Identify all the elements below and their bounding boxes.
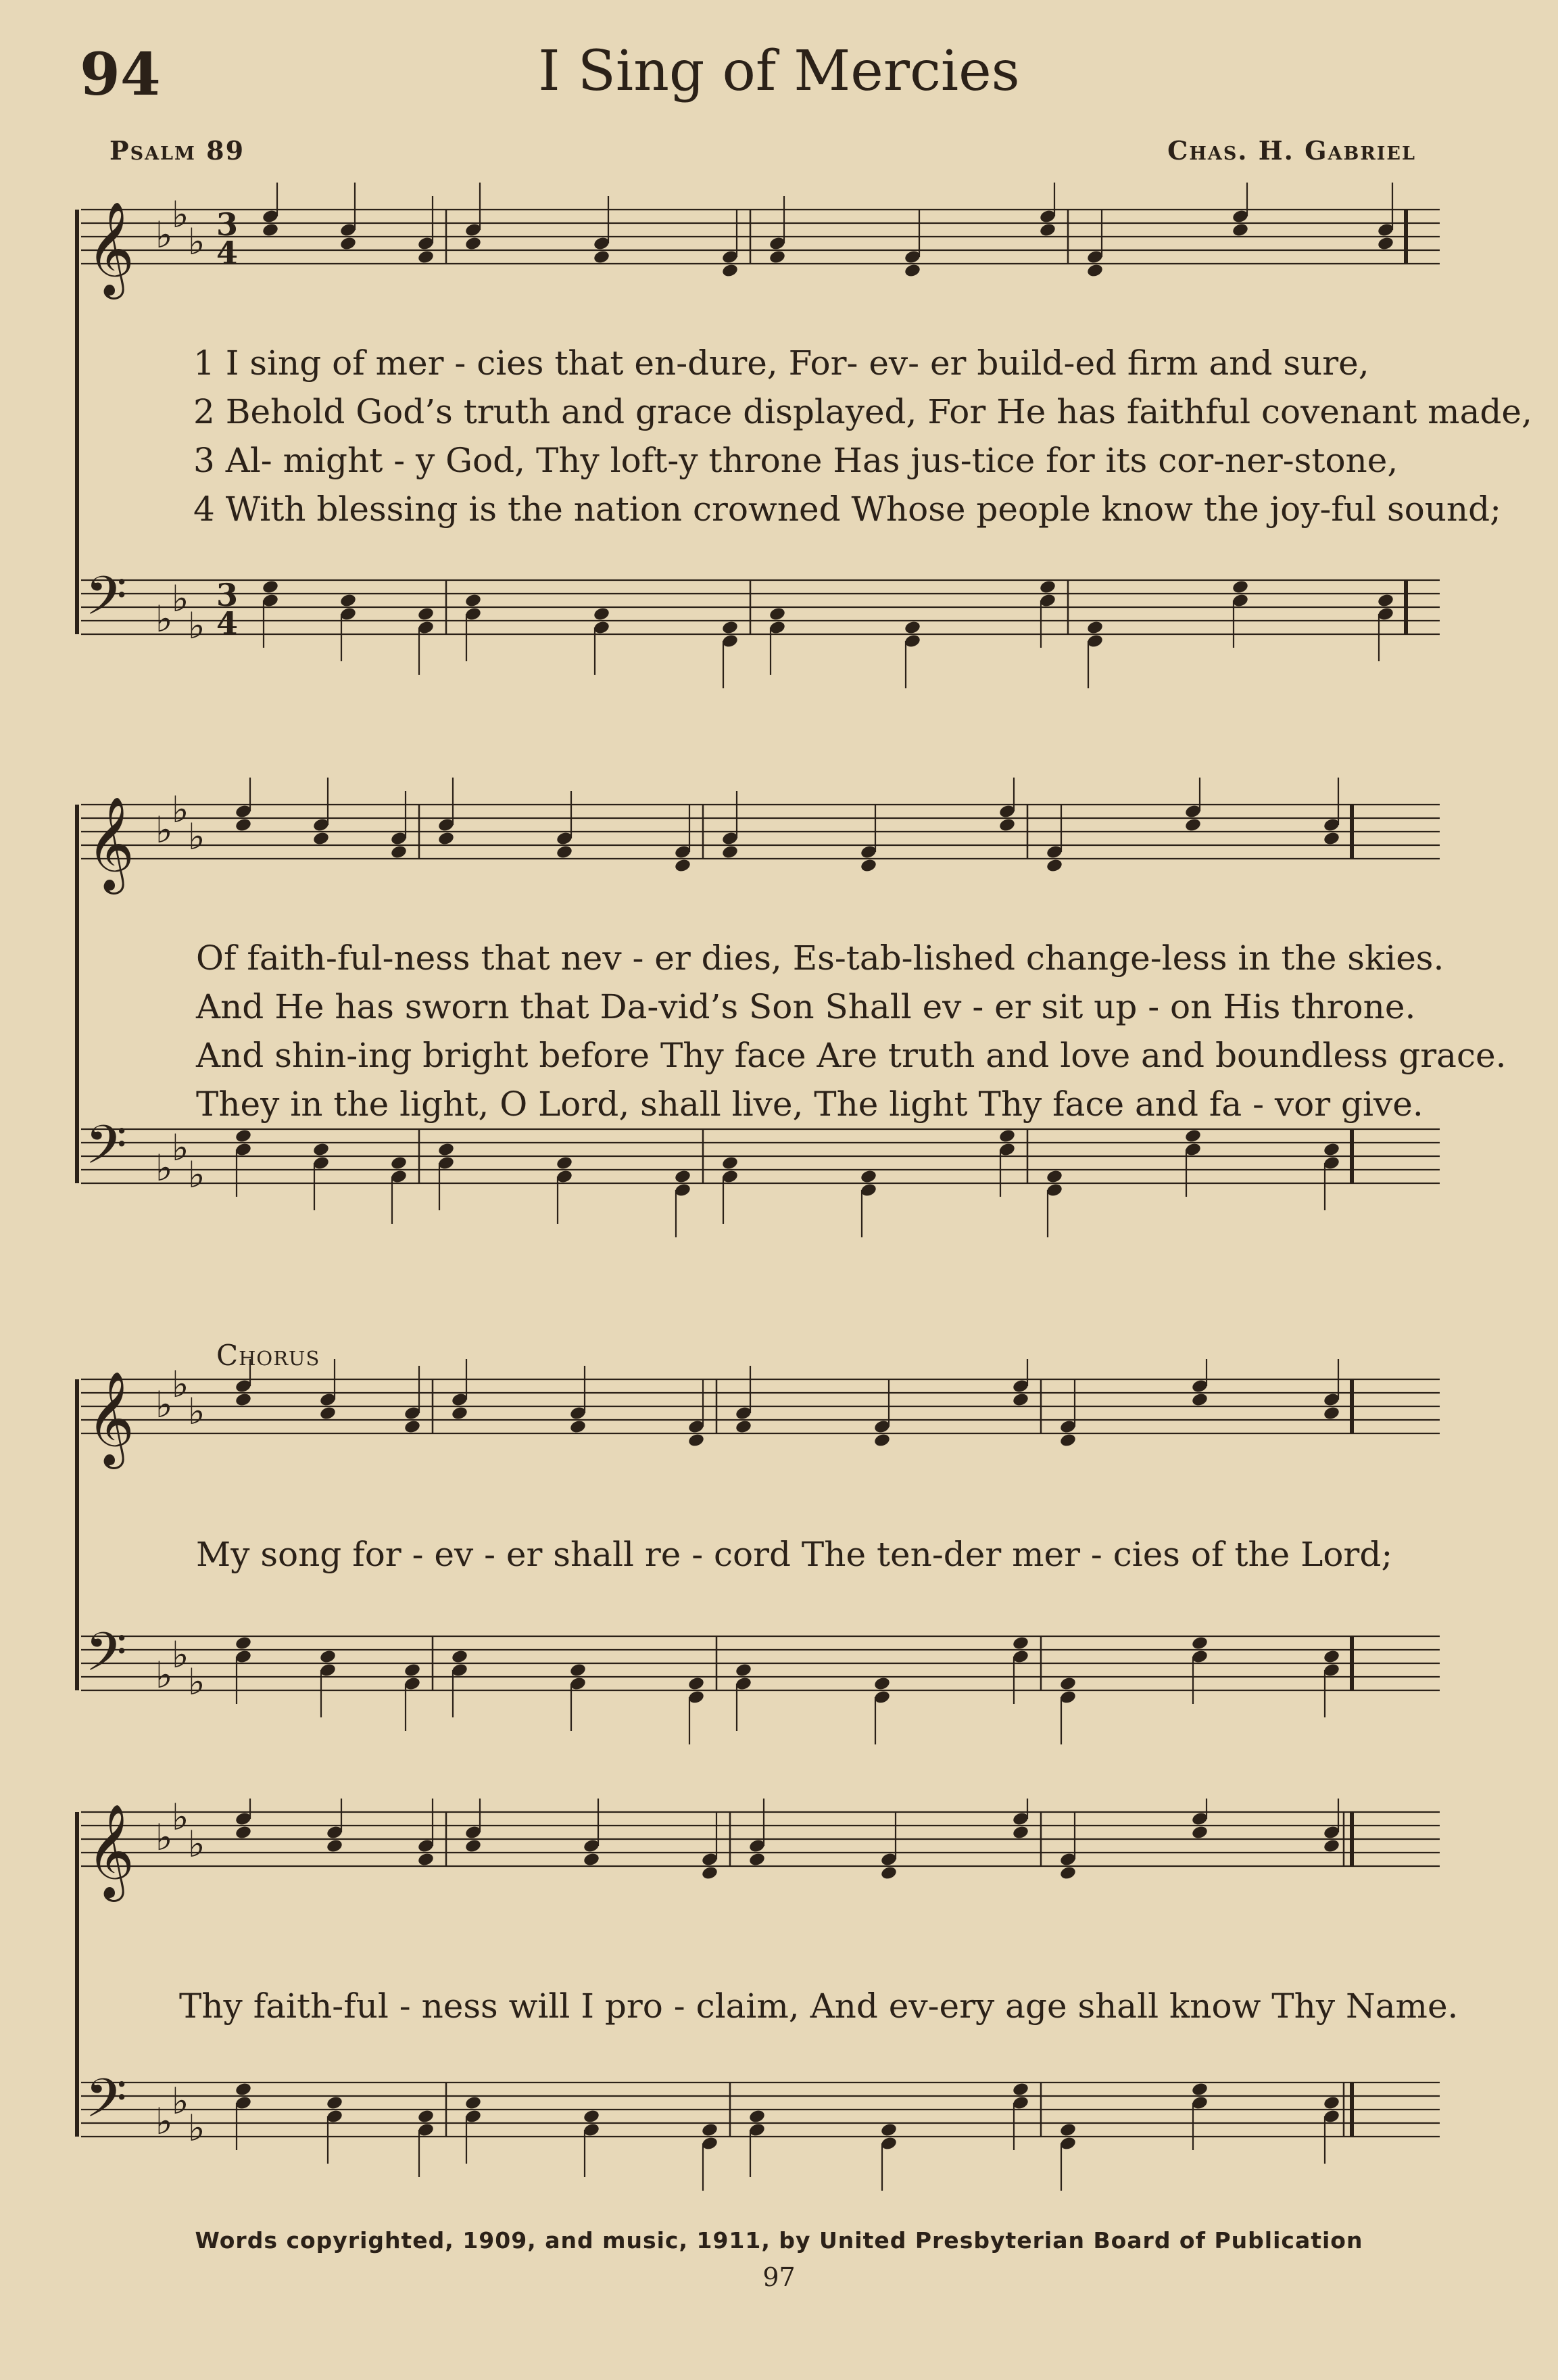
bass-clef-icon: 𝄢 xyxy=(85,565,127,640)
note-head xyxy=(417,1852,435,1867)
lyric-verse-3: 3 Al- might - y God, Thy loft-y throne Has jus-tice for its cor-ner-stone, xyxy=(193,441,1398,480)
note-head xyxy=(1046,858,1063,874)
note-head xyxy=(1323,1406,1340,1421)
note-head xyxy=(593,249,610,265)
note-head xyxy=(1086,263,1104,279)
flat-icon: ♭ xyxy=(172,1799,189,1838)
hymn-title: I Sing of Mercies xyxy=(538,39,1020,103)
treble-clef-icon: 𝄞 xyxy=(87,796,135,890)
lyric-verse-3: And shin-ing bright before Thy face Are truth and love and boundless grace. xyxy=(196,1036,1507,1075)
note-head xyxy=(390,844,408,860)
note-head xyxy=(556,1156,573,1171)
note-head xyxy=(1191,1392,1209,1408)
time-signature-top: 3 xyxy=(216,206,239,243)
note-head xyxy=(262,222,279,238)
note-head xyxy=(339,236,357,252)
flat-icon: ♭ xyxy=(172,2080,189,2122)
note-head xyxy=(769,606,786,622)
note-head xyxy=(235,1636,252,1651)
flat-icon: ♭ xyxy=(155,1654,173,1696)
note-head xyxy=(674,1169,691,1185)
flat-icon: ♭ xyxy=(188,220,205,263)
note-head xyxy=(998,817,1016,833)
music-system-1 xyxy=(68,183,1532,723)
note-head xyxy=(464,593,482,609)
note-head xyxy=(721,620,739,636)
lyric-verse-1: 1 I sing of mer - cies that en-dure, For- ev- er build-ed firm and sure, xyxy=(193,343,1369,383)
note-head xyxy=(593,606,610,622)
flat-icon: ♭ xyxy=(188,1823,205,1865)
note-head xyxy=(235,1825,252,1840)
note-head xyxy=(904,620,921,636)
flat-icon: ♭ xyxy=(172,193,189,236)
note-head xyxy=(880,1865,898,1881)
note-head xyxy=(1191,1825,1209,1840)
note-head xyxy=(235,817,252,833)
note-head xyxy=(319,1649,337,1665)
note-head xyxy=(235,2082,252,2097)
note-head xyxy=(262,579,279,595)
lyric-verse-1: Of faith-ful-ness that nev - er dies, Es-tab-lished change-less in the skies. xyxy=(196,938,1444,978)
note-head xyxy=(1323,831,1340,847)
note-head xyxy=(326,1838,343,1854)
note-head xyxy=(1323,1649,1340,1665)
copyright-notice: Words copyrighted, 1909, and music, 1911, by United Presbyterian Board of Publication xyxy=(195,2227,1363,2254)
note-head xyxy=(556,844,573,860)
note-head xyxy=(701,2122,719,2138)
music-system-4 xyxy=(68,1799,1459,2204)
flat-icon: ♭ xyxy=(155,809,173,851)
note-head xyxy=(1184,1128,1202,1144)
note-head xyxy=(721,844,739,860)
flat-icon: ♭ xyxy=(155,2100,173,2143)
note-head xyxy=(339,593,357,609)
note-head xyxy=(464,2095,482,2111)
note-head xyxy=(312,1142,330,1158)
music-system-3 xyxy=(68,1339,1453,1758)
composer-credit: Chas. H. Gabriel xyxy=(1167,135,1416,166)
note-head xyxy=(1184,817,1202,833)
note-head xyxy=(1039,579,1056,595)
note-head xyxy=(1323,2095,1340,2111)
note-head xyxy=(1059,1865,1077,1881)
flat-icon: ♭ xyxy=(155,598,173,640)
flat-icon: ♭ xyxy=(155,1383,173,1426)
note-head xyxy=(1086,620,1104,636)
note-head xyxy=(1377,593,1394,609)
time-signature-top: 3 xyxy=(216,577,239,613)
time-signature-bottom: 4 xyxy=(216,235,239,271)
note-head xyxy=(1039,222,1056,238)
note-head xyxy=(1377,236,1394,252)
flat-icon: ♭ xyxy=(155,1147,173,1189)
note-head xyxy=(998,1128,1016,1144)
lyric-chorus-1: My song for - ev - er shall re - cord The ten-der mer - cies of the Lord; xyxy=(196,1535,1393,1574)
note-head xyxy=(404,1419,421,1435)
music-system-2 xyxy=(68,778,1507,1264)
note-head xyxy=(873,1433,891,1448)
note-head xyxy=(904,263,921,279)
note-head xyxy=(687,1676,705,1692)
note-head xyxy=(1059,1676,1077,1692)
note-head xyxy=(569,1419,587,1435)
note-head xyxy=(735,1663,752,1678)
treble-clef-icon: 𝄞 xyxy=(87,1371,135,1465)
flat-icon: ♭ xyxy=(188,1153,205,1196)
treble-clef-icon: 𝄞 xyxy=(87,1804,135,1898)
lyric-verse-4: 4 With blessing is the nation crowned Whose people know the joy-ful sound; xyxy=(193,490,1501,529)
note-head xyxy=(880,2122,898,2138)
lyric-verse-4: They in the light, O Lord, shall live, The light Thy face and fa - vor give. xyxy=(196,1085,1423,1124)
bass-clef-icon: 𝄢 xyxy=(85,1114,127,1189)
note-head xyxy=(235,1128,252,1144)
note-head xyxy=(569,1663,587,1678)
flat-icon: ♭ xyxy=(155,214,173,256)
lyric-chorus-2: Thy faith-ful - ness will I pro - claim, And ev-ery age shall know Thy Name. xyxy=(179,1986,1459,2026)
flat-icon: ♭ xyxy=(172,1634,189,1676)
note-head xyxy=(1232,222,1249,238)
note-head xyxy=(390,1156,408,1171)
note-head xyxy=(1059,2122,1077,2138)
flat-icon: ♭ xyxy=(188,1661,205,1703)
note-head xyxy=(1323,1142,1340,1158)
note-head xyxy=(769,249,786,265)
note-head xyxy=(1191,2082,1209,2097)
note-head xyxy=(748,1852,766,1867)
note-head xyxy=(701,1865,719,1881)
flat-icon: ♭ xyxy=(172,788,189,831)
hymn-number: 94 xyxy=(80,41,161,109)
note-head xyxy=(1232,579,1249,595)
note-head xyxy=(404,1663,421,1678)
note-head xyxy=(1046,1169,1063,1185)
note-head xyxy=(451,1649,468,1665)
chorus-label: Chorus xyxy=(216,1339,320,1372)
treble-clef-icon: 𝄞 xyxy=(87,201,135,295)
note-head xyxy=(235,1392,252,1408)
flat-icon: ♭ xyxy=(188,2107,205,2149)
note-head xyxy=(464,236,482,252)
flat-icon: ♭ xyxy=(172,1363,189,1406)
note-head xyxy=(1012,1825,1029,1840)
note-head xyxy=(748,2109,766,2124)
note-head xyxy=(735,1419,752,1435)
note-head xyxy=(860,858,877,874)
note-head xyxy=(1059,1433,1077,1448)
flat-icon: ♭ xyxy=(172,1126,189,1169)
flat-icon: ♭ xyxy=(155,1816,173,1859)
note-head xyxy=(1191,1636,1209,1651)
flat-icon: ♭ xyxy=(188,604,205,647)
note-head xyxy=(417,2109,435,2124)
lyric-verse-2: And He has sworn that Da-vid’s Son Shall ev - er sit up - on His throne. xyxy=(196,987,1416,1026)
bass-clef-icon: 𝄢 xyxy=(85,2067,127,2143)
note-head xyxy=(860,1169,877,1185)
bass-clef-icon: 𝄢 xyxy=(85,1621,127,1696)
note-head xyxy=(451,1406,468,1421)
page-number: 97 xyxy=(762,2262,796,2292)
note-head xyxy=(1012,1392,1029,1408)
note-head xyxy=(674,858,691,874)
note-head xyxy=(437,1142,455,1158)
note-head xyxy=(1012,2082,1029,2097)
note-head xyxy=(721,263,739,279)
note-head xyxy=(873,1676,891,1692)
note-head xyxy=(417,249,435,265)
note-head xyxy=(1012,1636,1029,1651)
note-head xyxy=(326,2095,343,2111)
psalm-reference: Psalm 89 xyxy=(109,135,245,166)
note-head xyxy=(1323,1838,1340,1854)
note-head xyxy=(583,2109,600,2124)
note-head xyxy=(721,1156,739,1171)
time-signature-bottom: 4 xyxy=(216,605,239,642)
note-head xyxy=(312,831,330,847)
flat-icon: ♭ xyxy=(172,577,189,620)
note-head xyxy=(437,831,455,847)
note-head xyxy=(583,1852,600,1867)
note-head xyxy=(464,1838,482,1854)
note-head xyxy=(687,1433,705,1448)
flat-icon: ♭ xyxy=(188,815,205,858)
lyric-verse-2: 2 Behold God’s truth and grace displayed, For He has faithful covenant made, xyxy=(193,392,1532,431)
note-head xyxy=(417,606,435,622)
note-head xyxy=(319,1406,337,1421)
flat-icon: ♭ xyxy=(188,1390,205,1433)
